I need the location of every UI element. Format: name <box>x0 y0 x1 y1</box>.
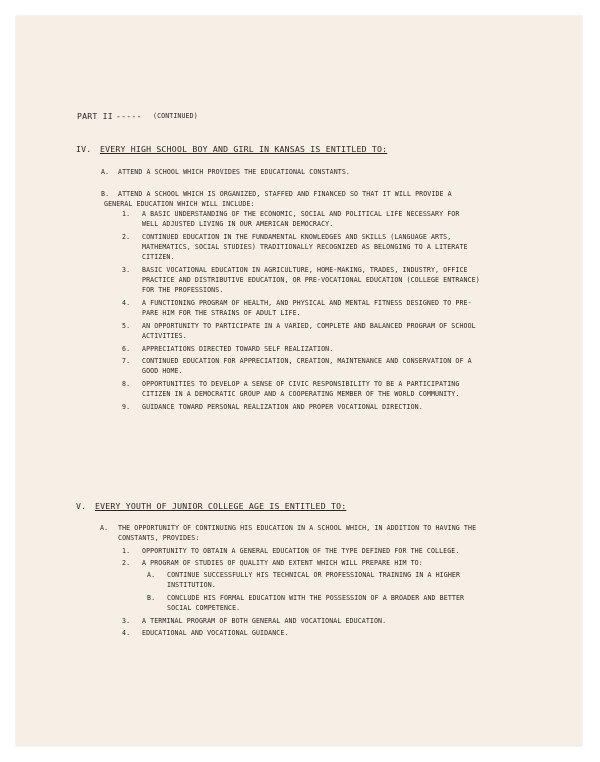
section-iv-b-line: ATTEND A SCHOOL WHICH IS ORGANIZED, STAFFED AND FINANCED SO THAT IT WILL PROVIDE A <box>118 190 452 198</box>
list-item-line: EDUCATIONAL AND VOCATIONAL GUIDANCE. <box>142 629 289 637</box>
sublist-label: B. <box>147 594 156 602</box>
section-v-heading: EVERY YOUTH OF JUNIOR COLLEGE AGE IS ENTITLED TO: <box>95 501 347 511</box>
list-number: 6. <box>122 345 131 353</box>
sublist-item-line: CONTINUE SUCCESSFULLY HIS TECHNICAL OR PROFESSIONAL TRAINING IN A HIGHER <box>167 571 461 579</box>
section-v-numeral: V. <box>76 501 87 511</box>
part-dashes: ----- <box>116 111 142 121</box>
list-item-line: WELL ADJUSTED LIVING IN OUR AMERICAN DEMOCRACY. <box>142 220 334 228</box>
list-item-line: AN OPPORTUNITY TO PARTICIPATE IN A VARIED, COMPLETE AND BALANCED PROGRAM OF SCHOOL <box>142 322 476 330</box>
section-iv-a-label: A. <box>101 168 110 176</box>
part-label: PART II <box>77 111 113 121</box>
list-number: 9. <box>122 403 131 411</box>
list-item-line: FOR THE PROFESSIONS. <box>142 286 224 294</box>
sublist-item-line: CONCLUDE HIS FORMAL EDUCATION WITH THE POSSESSION OF A BROADER AND BETTER <box>167 594 465 602</box>
list-item-line: CONTINUED EDUCATION FOR APPRECIATION, CREATION, MAINTENANCE AND CONSERVATION OF A <box>142 357 472 365</box>
list-number: 3. <box>122 266 131 274</box>
list-number: 4. <box>122 299 131 307</box>
section-iv-a-text: ATTEND A SCHOOL WHICH PROVIDES THE EDUCATIONAL CONSTANTS. <box>118 168 350 176</box>
list-item-line: A PROGRAM OF STUDIES OF QUALITY AND EXTENT WHICH WILL PREPARE HIM TO: <box>142 559 423 567</box>
sublist-item-line: INSTITUTION. <box>167 581 216 589</box>
section-iv-numeral: IV. <box>76 144 92 154</box>
list-number: 4. <box>122 629 131 637</box>
list-number: 1. <box>122 210 131 218</box>
section-v-a-line: THE OPPORTUNITY OF CONTINUING HIS EDUCATION IN A SCHOOL WHICH, IN ADDITION TO HAVING THE <box>118 524 477 532</box>
list-number: 1. <box>122 547 131 555</box>
list-item-line: CITIZEN IN A DEMOCRATIC GROUP AND A COOPERATING MEMBER OF THE WORLD COMMUNITY. <box>142 390 460 398</box>
list-item-line: GUIDANCE TOWARD PERSONAL REALIZATION AND PROPER VOCATIONAL DIRECTION. <box>142 403 423 411</box>
list-number: 2. <box>122 233 131 241</box>
list-item-line: A FUNCTIONING PROGRAM OF HEALTH, AND PHYSICAL AND MENTAL FITNESS DESIGNED TO PRE- <box>142 299 472 307</box>
list-item-line: MATHEMATICS, SOCIAL STUDIES) TRADITIONALLY RECOGNIZED AS BELONGING TO A LITERATE <box>142 243 468 251</box>
list-item-line: PARE HIM FOR THE STRAINS OF ADULT LIFE. <box>142 309 301 317</box>
list-item-line: GOOD HOME. <box>142 367 183 375</box>
list-item-line: A TERMINAL PROGRAM OF BOTH GENERAL AND VOCATIONAL EDUCATION. <box>142 617 387 625</box>
list-item-line: ACTIVITIES. <box>142 332 187 340</box>
list-item-line: OPPORTUNITIES TO DEVELOP A SENSE OF CIVIC RESPONSIBILITY TO BE A PARTICIPATING <box>142 380 460 388</box>
list-item-line: APPRECIATIONS DIRECTED TOWARD SELF REALIZATION. <box>142 345 334 353</box>
list-number: 2. <box>122 559 131 567</box>
list-item-line: CONTINUED EDUCATION IN THE FUNDAMENTAL KNOWLEDGES AND SKILLS (LANGUAGE ARTS, <box>142 233 452 241</box>
list-item-line: A BASIC UNDERSTANDING OF THE ECONOMIC, SOCIAL AND POLITICAL LIFE NECESSARY FOR <box>142 210 460 218</box>
sublist-item-line: SOCIAL COMPETENCE. <box>167 604 241 612</box>
list-item-line: OPPORTUNITY TO OBTAIN A GENERAL EDUCATION OF THE TYPE DEFINED FOR THE COLLEGE. <box>142 547 460 555</box>
section-v-a-line: CONSTANTS, PROVIDES: <box>118 534 200 542</box>
section-iv-b-label: B. <box>101 190 110 198</box>
document-page <box>16 16 582 746</box>
list-number: 8. <box>122 380 131 388</box>
list-number: 5. <box>122 322 131 330</box>
list-number: 3. <box>122 617 131 625</box>
section-iv-heading: EVERY HIGH SCHOOL BOY AND GIRL IN KANSAS IS ENTITLED TO: <box>100 144 388 154</box>
list-number: 7. <box>122 357 131 365</box>
list-item-line: PRACTICE AND DISTRIBUTIVE EDUCATION, OR PRE-VOCATIONAL EDUCATION (COLLEGE ENTRANCE) <box>142 276 480 284</box>
section-iv-b-line: GENERAL EDUCATION WHICH WILL INCLUDE: <box>104 200 255 208</box>
list-item-line: CITIZEN. <box>142 253 175 261</box>
sublist-label: A. <box>147 571 156 579</box>
continued-label: (CONTINUED) <box>153 112 198 120</box>
list-item-line: BASIC VOCATIONAL EDUCATION IN AGRICULTURE, HOME-MAKING, TRADES, INDUSTRY, OFFICE <box>142 266 468 274</box>
section-v-a-label: A. <box>100 524 109 532</box>
